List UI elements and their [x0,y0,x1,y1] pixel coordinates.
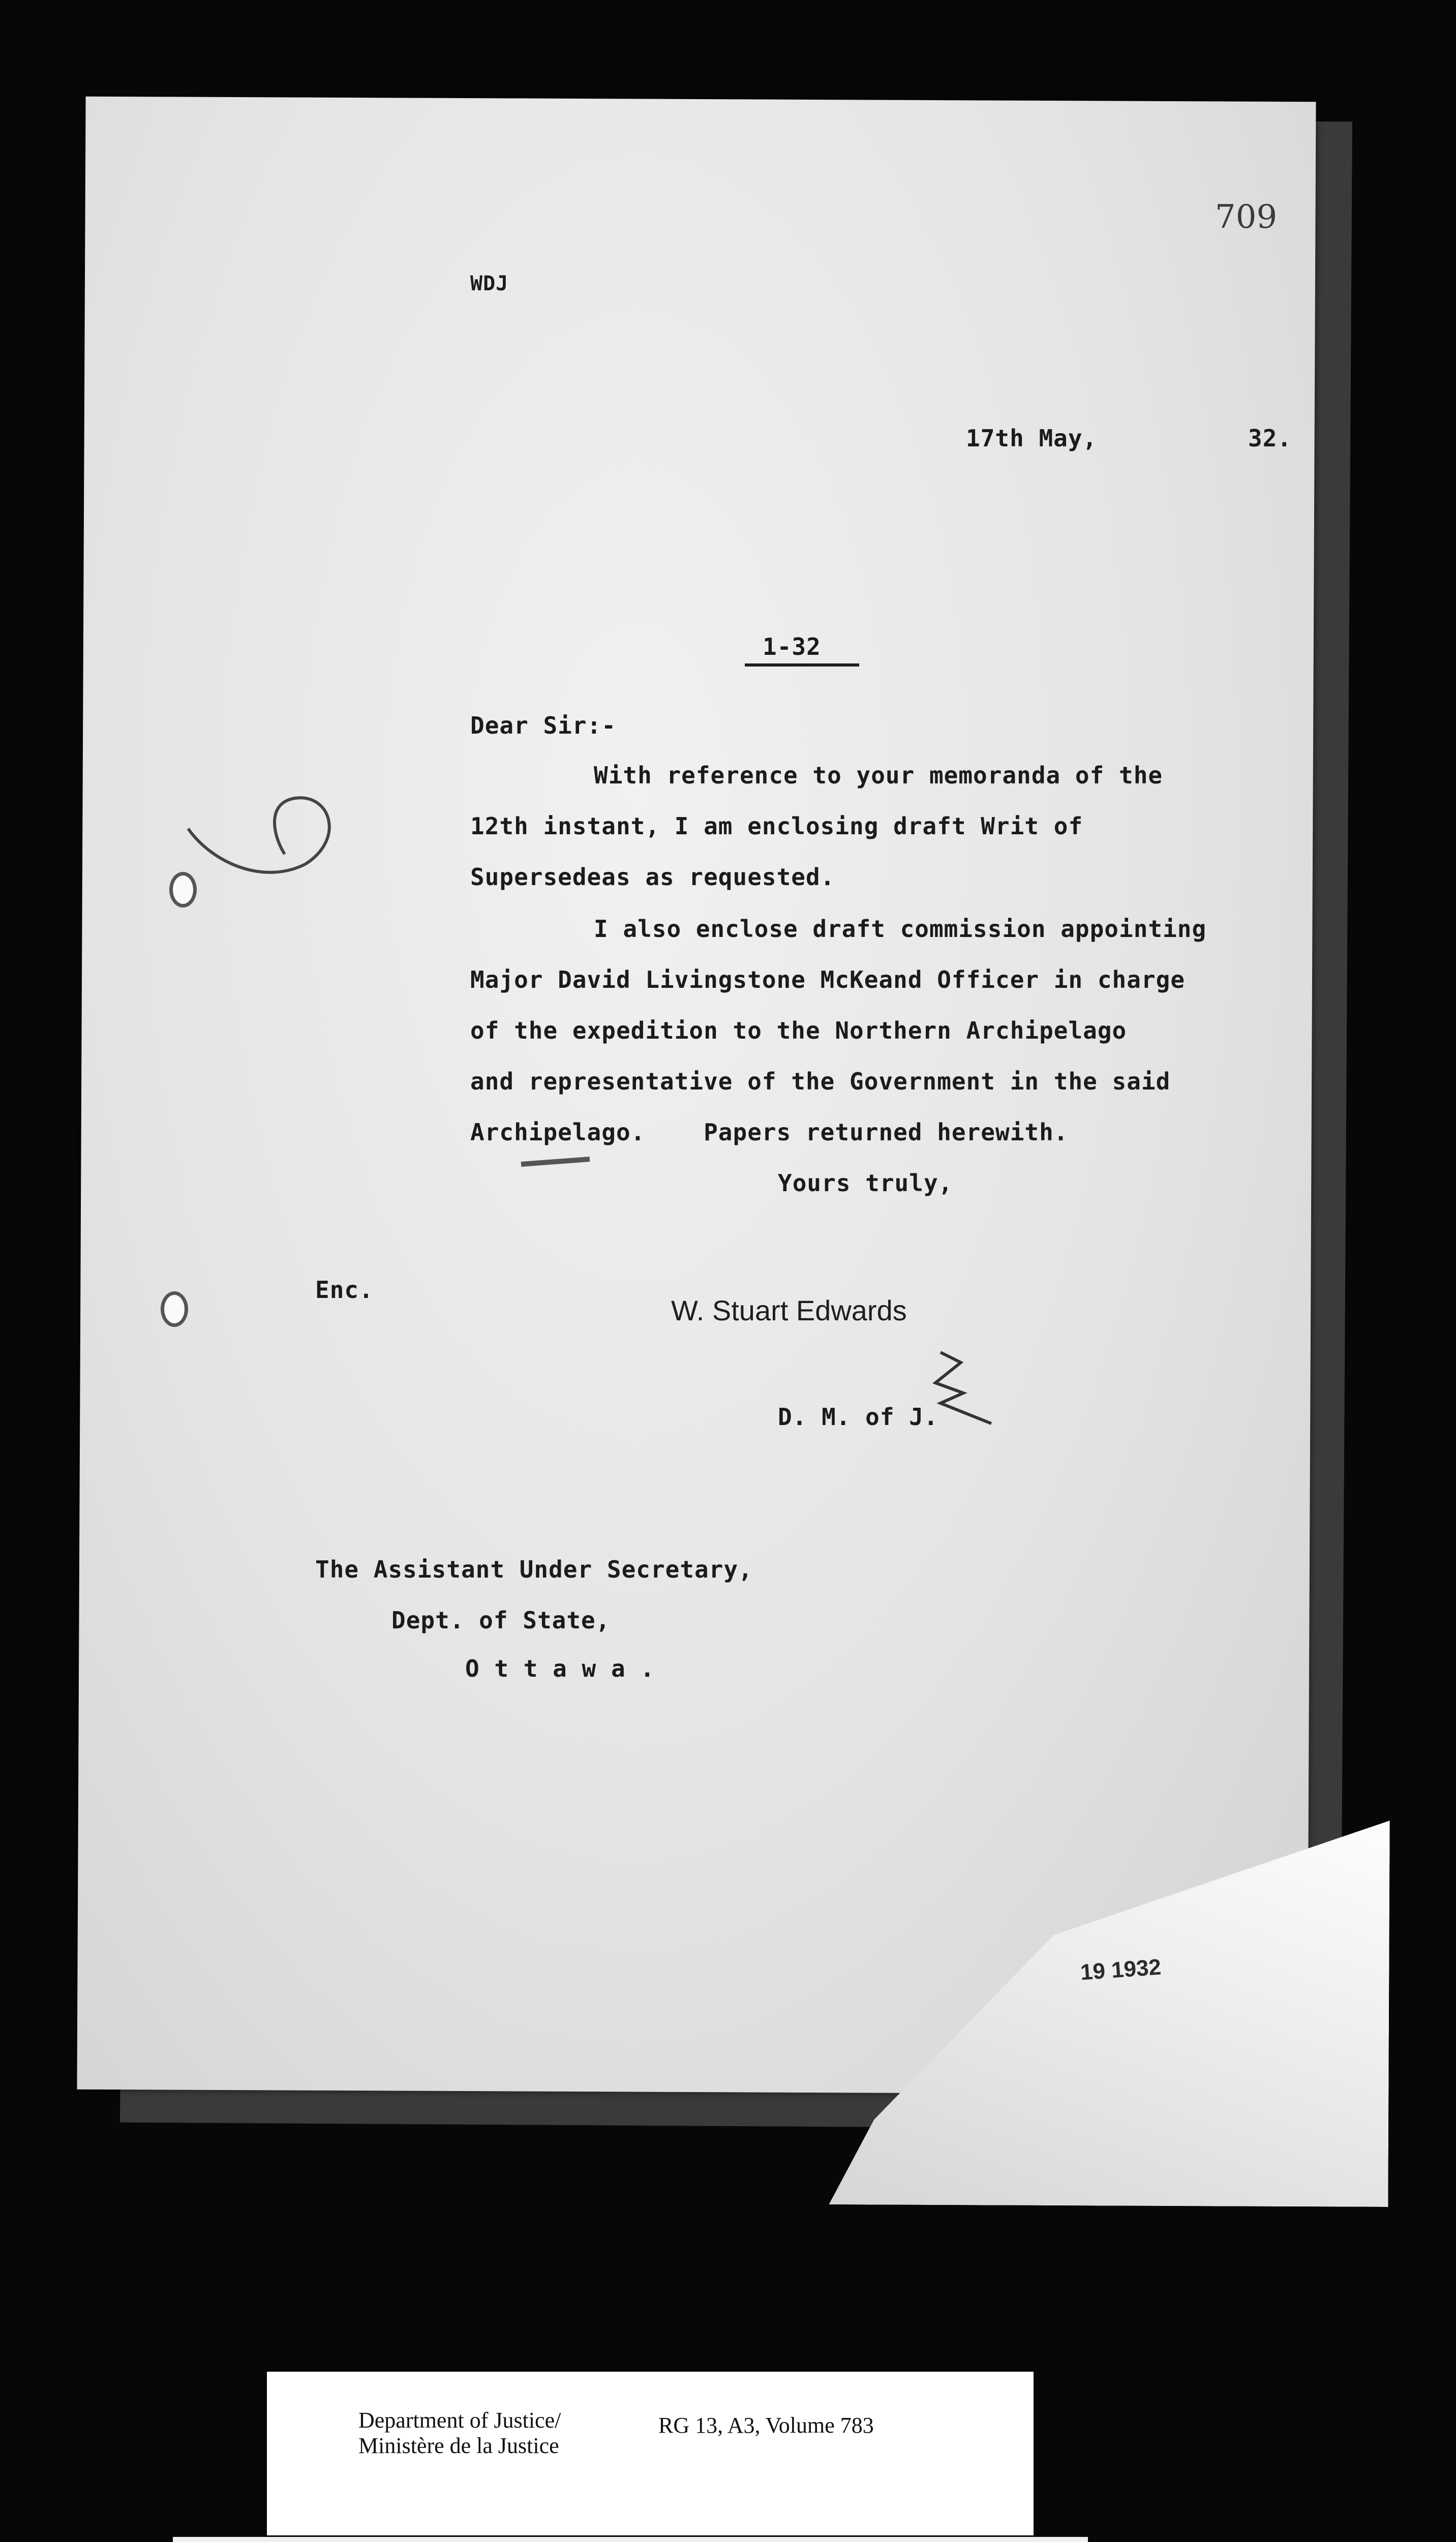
addressee-line: The Assistant Under Secretary, [315,1556,753,1583]
body-line: Supersedeas as requested. [470,863,835,891]
closing: Yours truly, [778,1169,953,1197]
body-line: Major David Livingstone McKeand Officer in charge [470,966,1186,993]
file-reference-underline [745,663,859,667]
enclosure-note: Enc. [315,1276,374,1304]
received-stamp: 19 1932 [1079,1954,1162,1985]
page-number: 709 [1215,198,1278,236]
public-archives-band [173,2537,1088,2542]
initials: WDJ [470,272,509,295]
salutation: Dear Sir:- [470,712,616,739]
punch-hole [161,1291,188,1327]
signature: W. Stuart Edwards [671,1294,907,1326]
punch-hole [169,872,197,907]
letter-date: 17th May, [966,425,1098,452]
body-line: and representative of the Government in the said [470,1068,1171,1095]
body-line: Archipelago. Papers returned herewith. [470,1118,1069,1146]
addressee-line: Dept. of State, [391,1607,611,1634]
body-line: I also enclose draft commission appointing [594,915,1207,943]
department-name-fr: Ministère de la Justice [358,2433,559,2458]
department-name-en: Department of Justice/ [358,2408,561,2433]
archive-label-card [267,2372,1034,2535]
record-group-reference: RG 13, A3, Volume 783 [658,2413,874,2438]
body-line: 12th instant, I am enclosing draft Writ of [470,812,1083,840]
addressee-line: O t t a w a . [465,1655,655,1682]
body-line: of the expedition to the Northern Archipelago [470,1017,1127,1044]
letter-year: 32. [1248,425,1292,452]
signature-title: D. M. of J. [778,1403,938,1431]
file-reference: 1-32 [763,633,821,660]
letter-sheet [77,97,1316,2095]
folded-corner [829,1818,1389,2207]
body-line: With reference to your memoranda of the [594,762,1163,789]
